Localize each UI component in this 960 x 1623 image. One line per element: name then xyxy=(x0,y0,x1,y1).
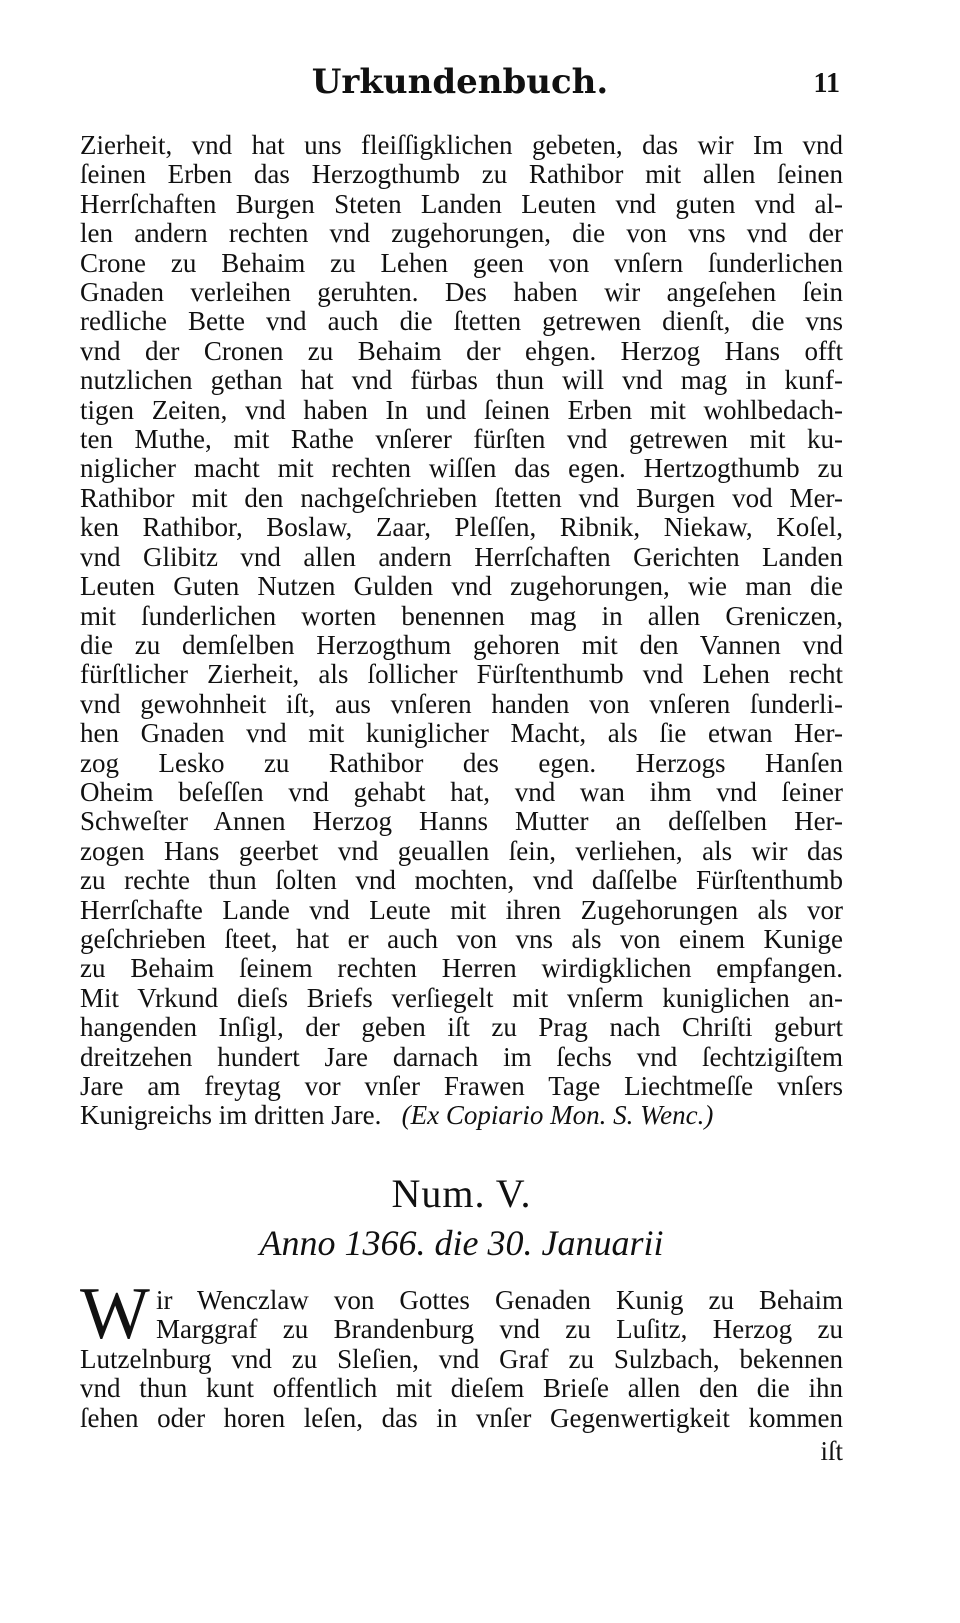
text-line: zogen Hans geerbet vnd geuallen ſein, verliehen, als wir das xyxy=(80,836,843,866)
running-title: Urkundenbuch. xyxy=(311,62,609,102)
text-line: zog Lesko zu Rathibor des egen. Herzogs Hanſen xyxy=(80,748,843,778)
charter-line: vnd thun kunt offentlich mit dieſem Brieſe allen den die ihn xyxy=(80,1374,843,1404)
text-line: Leuten Guten Nutzen Gulden vnd zugehorungen, wie man die xyxy=(80,572,843,602)
text-line: die zu demſelben Herzogthum gehoren mit den Vannen vnd xyxy=(80,630,843,660)
text-line: niglicher macht mit rechten wiſſen das egen. Hertzogthumb zu xyxy=(80,454,843,484)
charter-text xyxy=(80,1273,843,1433)
text-line: Gnaden verleihen geruhten. Des haben wir angeſehen ſein xyxy=(80,278,843,308)
running-head xyxy=(80,62,840,112)
text-line: ken Rathibor, Boslaw, Zaar, Pleſſen, Ribnik, Niekaw, Koſel, xyxy=(80,513,843,543)
text-line: redliche Bette vnd auch die ſtetten getrewen dienſt, die vns xyxy=(80,307,843,337)
text-line: hen Gnaden vnd mit kuniglicher Macht, als ſie etwan Her- xyxy=(80,719,843,749)
charter-line: Marggraf zu Brandenburg vnd zu Luſitz, Herzog zu xyxy=(156,1315,843,1345)
text-line: geſchrieben ſteet, hat er auch von vns als von einem Kunige xyxy=(80,924,843,954)
text-line: Herrſchaften Burgen Steten Landen Leuten vnd guten vnd al- xyxy=(80,189,843,219)
text-line: tigen Zeiten, vnd haben In und ſeinen Erben mit wohlbedach- xyxy=(80,395,843,425)
text-line: len andern rechten vnd zugehorungen, die von vns vnd der xyxy=(80,219,843,249)
text-line: zu Behaim ſeinem rechten Herren wirdigklichen empfangen. xyxy=(80,954,843,984)
text-line: vnd Glibitz vnd allen andern Herrſchaften Gerichten Landen xyxy=(80,542,843,572)
text-line: Jare am freytag vor vnſer Frawen Tage Liechtmeſſe vnſers xyxy=(80,1072,843,1101)
text-line-final xyxy=(80,1101,843,1130)
text-line: Rathibor mit den nachgeſchrieben ſtetten vnd Burgen vod Mer- xyxy=(80,483,843,513)
catchword: iſt xyxy=(820,1436,843,1466)
charter-line: ir Wenczlaw von Gottes Genaden Kunig zu Behaim xyxy=(156,1286,843,1315)
body-text xyxy=(80,131,843,1131)
final-line-text: Kunigreichs im dritten Jare. xyxy=(80,1101,382,1131)
text-line: mit ſunderlichen worten benennen mag in allen Greniczen, xyxy=(80,601,843,631)
text-line: Mit Vrkund dieſs Briefs verſiegelt mit vnſerm kuniglichen an- xyxy=(80,983,843,1013)
text-line: ten Muthe, mit Rathe vnſerer fürſten vnd getrewen mit ku- xyxy=(80,425,843,455)
text-line: vnd gewohnheit iſt, aus vnſeren handen von vnſeren ſunderli- xyxy=(80,689,843,719)
charter-line: Lutzelnburg vnd zu Sleſien, vnd Graf zu Sulzbach, bekennen xyxy=(80,1344,843,1374)
charter-line: ſehen oder horen leſen, das in vnſer Gegenwertigkeit kommen xyxy=(80,1403,843,1433)
text-line: hangenden Inſigl, der geben iſt zu Prag nach Chriſti geburt xyxy=(80,1013,843,1043)
text-line: Crone zu Behaim zu Lehen geen von vnſern ſunderlichen xyxy=(80,248,843,278)
drop-initial: W xyxy=(80,1273,150,1355)
section-date: Anno 1366. die 30. Januarii xyxy=(259,1223,664,1263)
section-heading: Num. V. xyxy=(391,1171,532,1216)
text-line: fürſtlicher Zierheit, als ſollicher Fürſtenthumb vnd Lehen recht xyxy=(80,660,843,690)
text-line: dreitzehen hundert Jare darnach im ſechs vnd ſechtzigiſtem xyxy=(80,1042,843,1072)
text-line: Oheim beſeſſen vnd gehabt hat, vnd wan ihm vnd ſeiner xyxy=(80,777,843,807)
text-line: Zierheit, vnd hat uns fleiſſigklichen gebeten, das wir Im vnd xyxy=(80,131,843,160)
text-line: ſeinen Erben das Herzogthumb zu Rathibor mit allen ſeinen xyxy=(80,160,843,190)
text-line: vnd der Cronen zu Behaim der ehgen. Herzog Hans offt xyxy=(80,336,843,366)
text-line: zu rechte thun ſolten vnd mochten, vnd daſſelbe Fürſtenthumb xyxy=(80,866,843,896)
source-reference: (Ex Copiario Mon. S. Wenc.) xyxy=(401,1101,714,1131)
text-line: Schweſter Annen Herzog Hanns Mutter an deſſelben Her- xyxy=(80,807,843,837)
page-number: 11 xyxy=(813,68,840,99)
text-line: nutzlichen gethan hat vnd fürbas thun will vnd mag in kunf- xyxy=(80,366,843,396)
text-line: Herrſchafte Lande vnd Leute mit ihren Zugehorungen als vor xyxy=(80,895,843,925)
